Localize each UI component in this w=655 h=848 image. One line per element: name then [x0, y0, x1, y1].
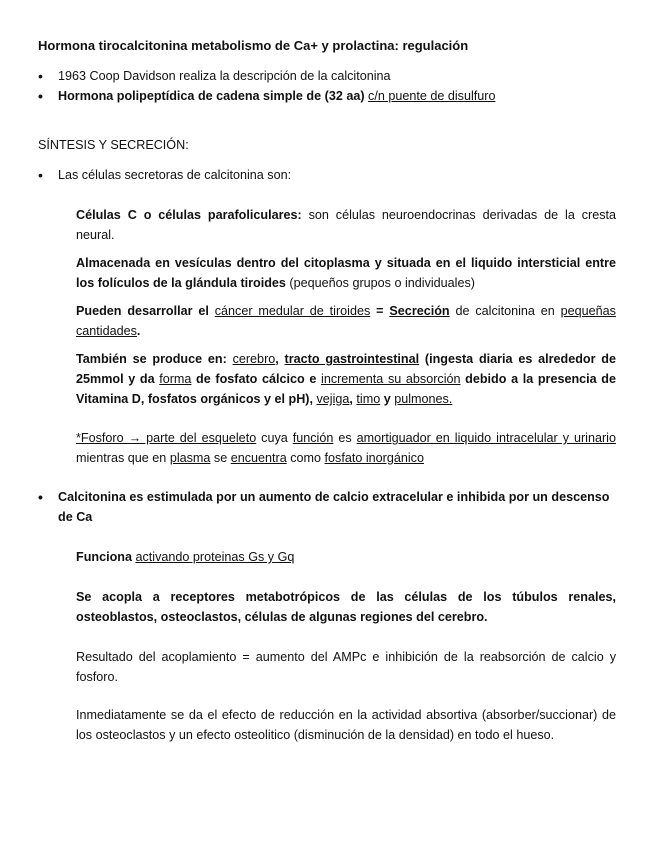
underlined-text: cáncer medular de tiroides	[214, 304, 371, 318]
paragraph-cancer	[76, 301, 616, 341]
list-item	[38, 487, 618, 527]
text-run: de fosfato cálcico e	[191, 372, 322, 386]
text-run: cuya	[256, 431, 293, 445]
underlined-text: fosfato inorgánico	[324, 451, 424, 465]
underlined-text: pulmones.	[394, 392, 453, 406]
bullet-text: Calcitonina es estimulada por un aumento de calcio extracelular e inhibida por un descenso de Ca	[58, 490, 610, 524]
plain-text: (pequeños grupos o individuales)	[285, 276, 475, 290]
underlined-text: Secreción	[389, 304, 450, 318]
paragraph-coupling-result: Resultado del acoplamiento = aumento del AMPc e inhibición de la reabsorción de calcio y fosforo.	[76, 650, 616, 684]
underlined-text: forma	[159, 372, 192, 386]
underlined-text: incrementa su absorción	[321, 372, 461, 386]
text-run: ,	[275, 352, 285, 366]
paragraph-production-sites	[76, 349, 616, 409]
underlined-text: amortiguador en liquido intracelular y urinario	[356, 431, 616, 445]
text-run: =	[370, 304, 390, 318]
text-run: Funciona	[76, 550, 136, 564]
bullet-text: 1963 Coop Davidson realiza la descripción de la calcitonina	[58, 69, 391, 83]
text-run: mientras que en	[76, 451, 170, 465]
text-run: .	[136, 324, 141, 338]
text-run: (ingesta diaria es alrededor de 25mmol y da	[76, 352, 616, 386]
list-item	[38, 86, 495, 106]
underlined-text: activando proteinas Gs y Gq	[135, 550, 295, 564]
page-title: Hormona tirocalcitonina metabolismo de Ca+ y prolactina: regulación	[38, 38, 469, 53]
intro-bullet-list	[38, 66, 495, 106]
underlined-text: timo	[356, 392, 381, 406]
cells-bullet-list	[38, 165, 291, 185]
text-run: se	[210, 451, 231, 465]
paragraph-phosphorus	[76, 428, 616, 468]
underlined-text: plasma	[169, 451, 211, 465]
bullet-text: Hormona polipeptídica de cadena simple de (32 aa)	[58, 89, 369, 103]
paragraph-receptors: Se acopla a receptores metabotrópicos de las células de los túbulos renales, osteoblastos, osteoclastos, células de algunas regiones del cerebro.	[76, 590, 616, 624]
underlined-text: pequeñas cantidades	[76, 304, 616, 338]
paragraph-storage	[76, 253, 616, 293]
list-item	[38, 66, 495, 86]
bold-text: Almacenada en vesículas dentro del citoplasma y situada en el liquido intersticial entre los folículos de la glándula tiroides	[76, 256, 616, 290]
text-run: y	[380, 392, 395, 406]
text-run: es	[333, 431, 357, 445]
underlined-text: función	[292, 431, 334, 445]
underlined-text: tracto gastrointestinal	[284, 352, 420, 366]
stimulus-bullet-list	[38, 487, 618, 527]
text-run: debido a la presencia de Vitamina D, fosfatos orgánicos y el pH),	[76, 372, 617, 406]
paragraph-osteoclast-effect: Inmediatamente se da el efecto de reducción en la actividad absortiva (absorber/succionar) de los osteoclastos y un efecto osteolitico (disminución de la densidad) en todo el hueso.	[76, 708, 616, 742]
underlined-text: cerebro	[232, 352, 276, 366]
text-run: como	[286, 451, 325, 465]
bullet-text: Las células secretoras de calcitonina son:	[58, 168, 292, 182]
underlined-text: *Fosforo → parte del esqueleto	[76, 431, 257, 445]
text-run: Pueden desarrollar el	[76, 304, 215, 318]
underlined-text: c/n puente de disulfuro	[368, 89, 496, 103]
plain-text: son células neuroendocrinas derivadas de la cresta neural.	[76, 208, 617, 242]
paragraph-g-proteins	[76, 547, 616, 567]
bold-text: Células C o células parafoliculares:	[76, 208, 302, 222]
text-run: de calcitonina en	[449, 304, 561, 318]
text-run: También se produce en:	[76, 352, 233, 366]
paragraph-c-cells	[76, 205, 616, 245]
underlined-text: vejiga	[316, 392, 350, 406]
section-heading: SÍNTESIS Y SECRECIÓN:	[38, 138, 189, 152]
text-run: ,	[349, 392, 357, 406]
list-item	[38, 165, 291, 185]
underlined-text: encuentra	[230, 451, 287, 465]
